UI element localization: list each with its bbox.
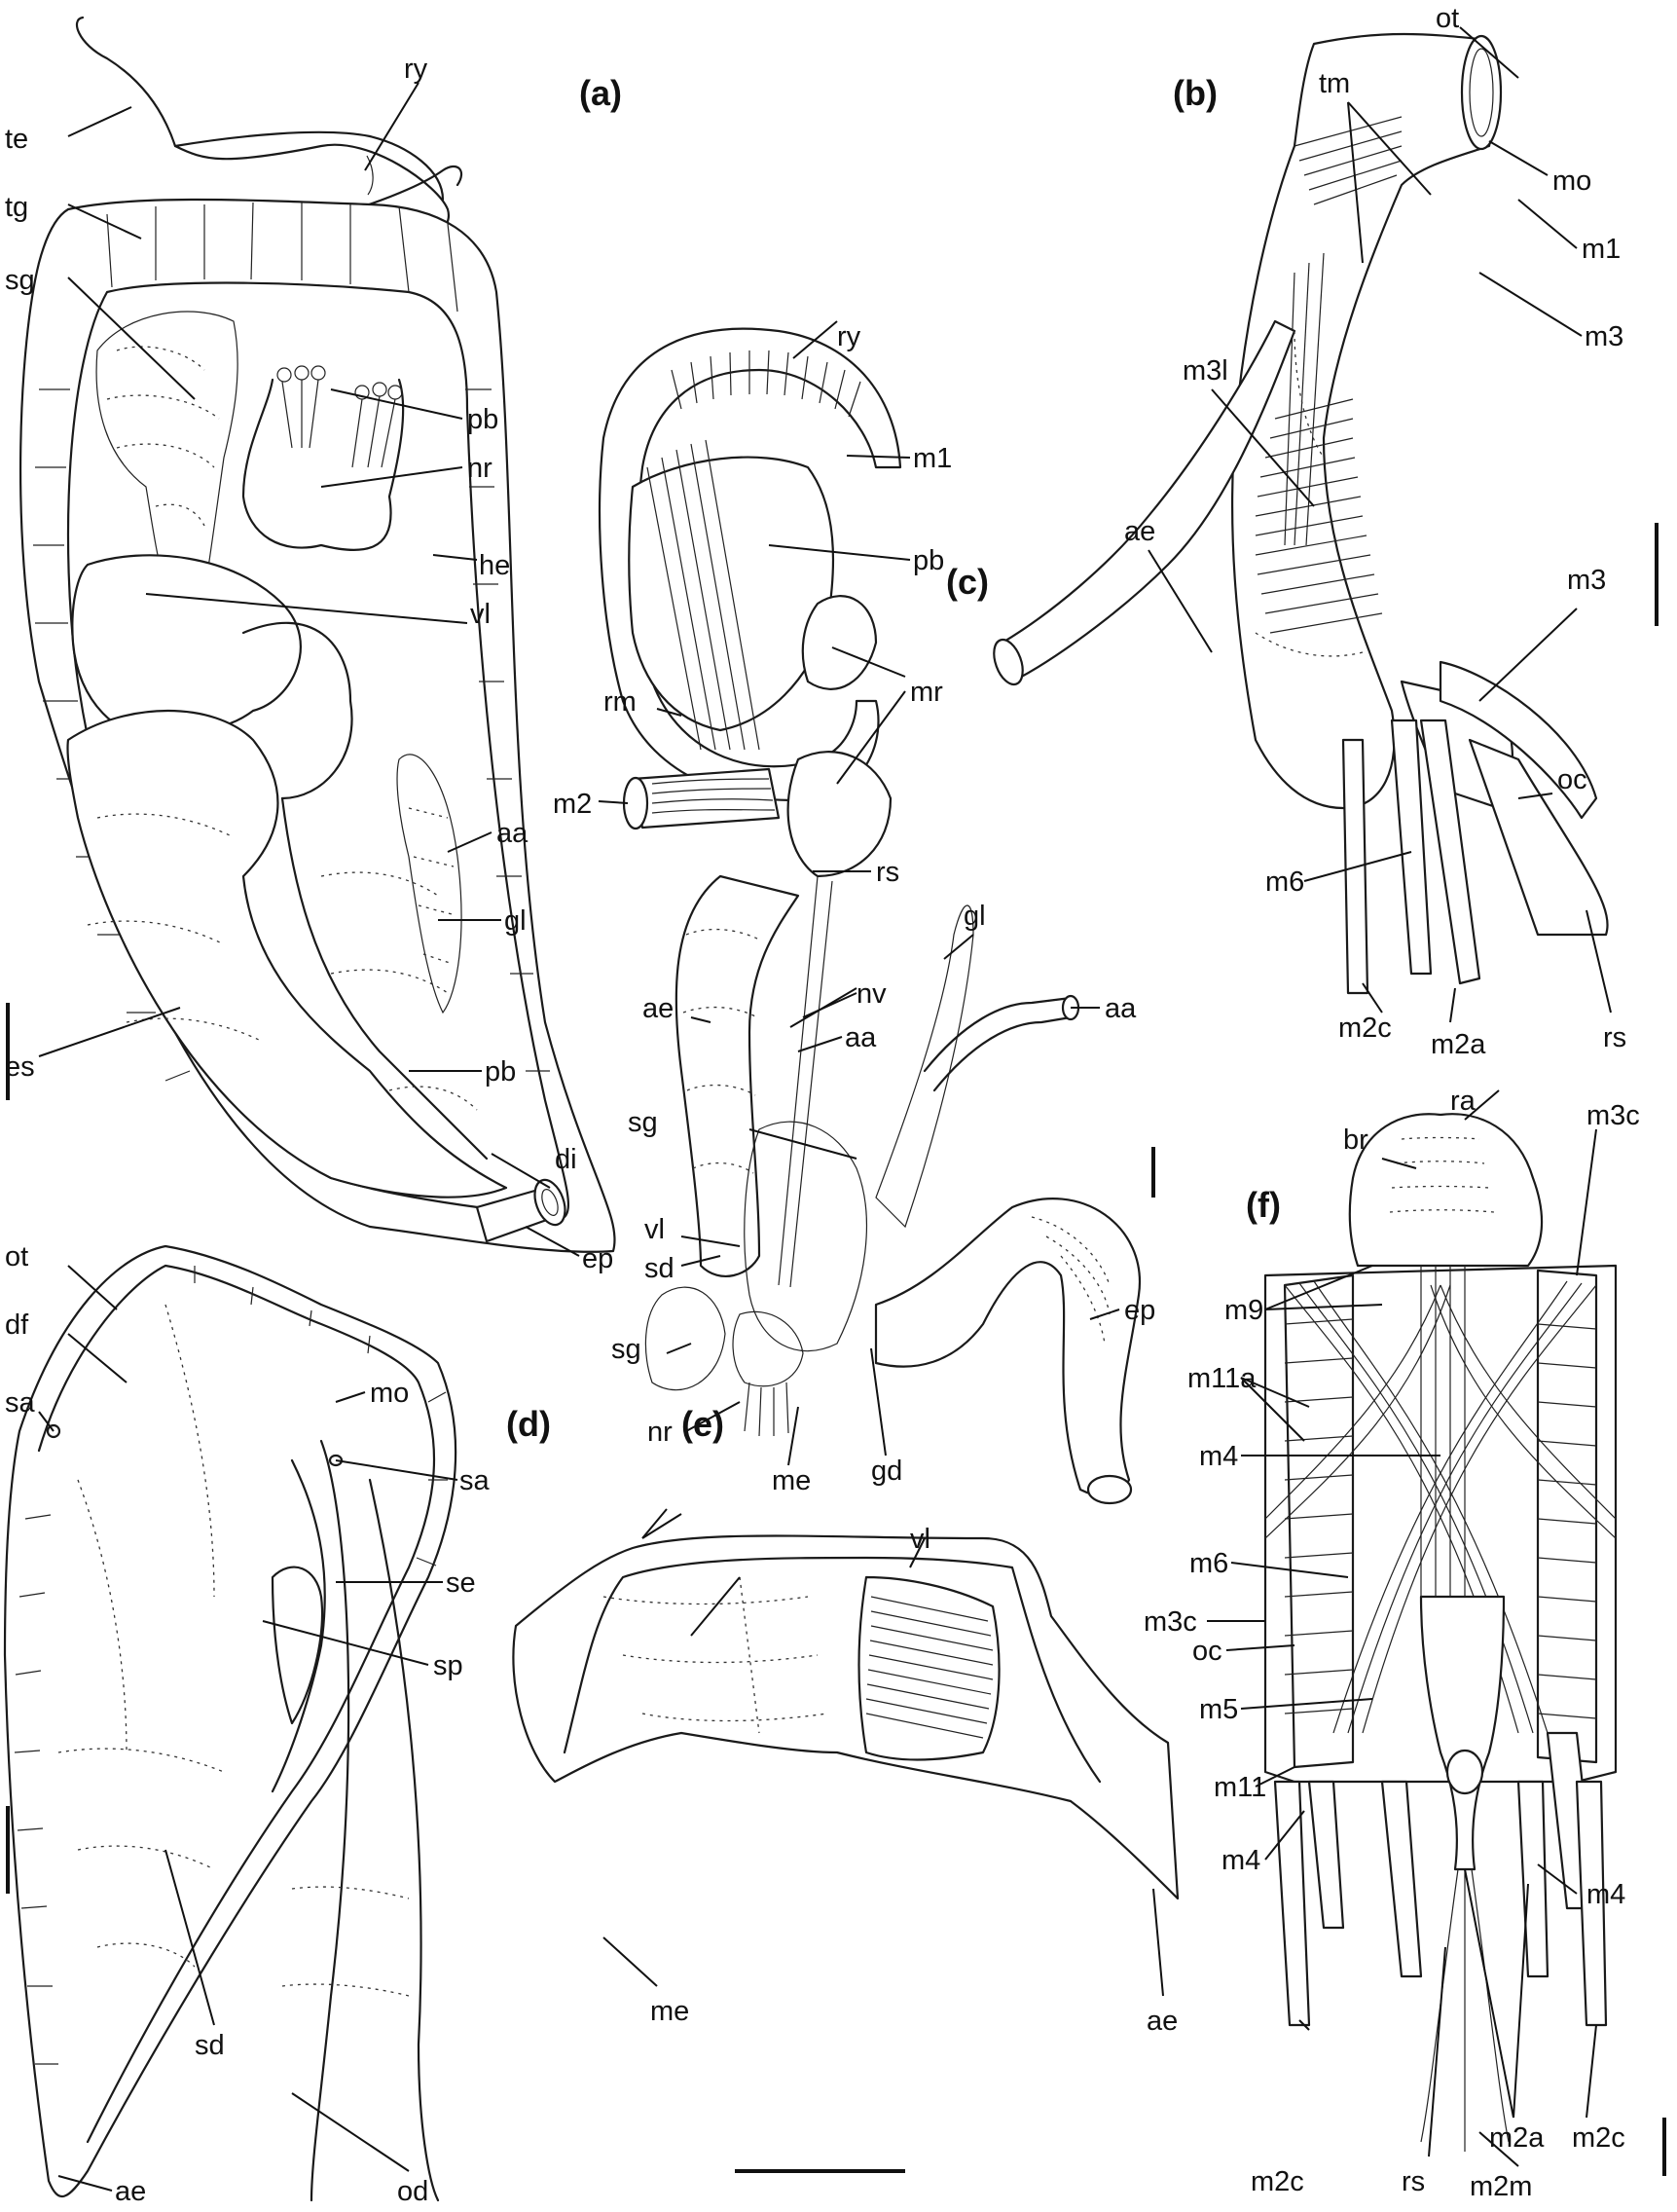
label-a-es: es — [5, 1051, 35, 1083]
label-e-vl: vl — [910, 1524, 930, 1555]
label-a-te: te — [5, 124, 29, 155]
label-b-ae: ae — [1124, 516, 1156, 547]
label-d-od: od — [397, 2176, 429, 2207]
panel-label-e: (e) — [681, 1404, 724, 1444]
label-a-vl: vl — [470, 599, 491, 630]
label-f-m9: m9 — [1224, 1295, 1264, 1326]
label-b-ot: ot — [1436, 3, 1460, 34]
label-f-m2c2: m2c — [1572, 2122, 1625, 2154]
label-d-ae: ae — [115, 2176, 147, 2207]
label-f-m4c: m4 — [1586, 1879, 1626, 1910]
label-c-ep: ep — [1124, 1295, 1156, 1326]
label-d-ot: ot — [5, 1241, 29, 1272]
label-c-ae: ae — [642, 993, 674, 1024]
label-b-mo: mo — [1552, 166, 1592, 197]
label-f-m2c: m2c — [1251, 2166, 1304, 2197]
label-f-rs: rs — [1402, 2166, 1426, 2197]
label-f-m2m: m2m — [1470, 2171, 1533, 2202]
label-a-aa: aa — [496, 818, 529, 849]
panel-label-b: (b) — [1173, 73, 1218, 113]
label-f-m3c2: m3c — [1144, 1606, 1197, 1638]
label-c-rm: rm — [603, 686, 637, 718]
label-b-rs: rs — [1603, 1022, 1627, 1053]
label-f-m2a: m2a — [1489, 2122, 1545, 2154]
label-c-aa2: aa — [845, 1022, 877, 1053]
label-f-m6: m6 — [1189, 1548, 1229, 1579]
label-b-m3b: m3 — [1567, 565, 1607, 596]
label-b-m6: m6 — [1265, 866, 1305, 898]
label-f-m3c: m3c — [1586, 1100, 1640, 1131]
label-a-ry: ry — [404, 54, 428, 85]
panel-label-a: (a) — [579, 73, 622, 113]
label-c-gd: gd — [871, 1456, 903, 1487]
label-c-nv: nv — [857, 978, 887, 1010]
label-f-m11: m11 — [1214, 1772, 1267, 1803]
label-d-mo: mo — [370, 1378, 410, 1409]
label-a-pb: pb — [467, 404, 499, 435]
label-a-he: he — [479, 550, 511, 581]
label-f-m4: m4 — [1199, 1441, 1239, 1472]
label-a-gl: gl — [504, 905, 527, 937]
label-c-aa: aa — [1105, 993, 1137, 1024]
label-b-m3: m3 — [1585, 321, 1624, 352]
label-c-sg: sg — [628, 1107, 658, 1138]
label-c-sd: sd — [644, 1253, 674, 1284]
label-c-m1: m1 — [913, 443, 953, 474]
label-c-m2: m2 — [553, 789, 593, 820]
label-c-vl: vl — [644, 1214, 665, 1245]
label-c-me: me — [772, 1465, 812, 1496]
label-e-ae: ae — [1147, 2006, 1179, 2037]
label-f-m11a: m11a — [1187, 1363, 1257, 1394]
label-a-ep: ep — [582, 1243, 614, 1274]
label-f-ra: ra — [1450, 1086, 1476, 1117]
label-f-br: br — [1343, 1124, 1368, 1156]
panel-label-d: (d) — [506, 1404, 551, 1444]
label-a-di: di — [555, 1144, 577, 1175]
panel-label-c: (c) — [946, 562, 989, 602]
label-c-gl: gl — [964, 901, 986, 932]
label-d-se: se — [446, 1567, 476, 1599]
panel-label-f: (f) — [1246, 1185, 1281, 1225]
label-b-oc: oc — [1557, 764, 1587, 795]
label-c-nr: nr — [647, 1417, 673, 1448]
label-c-pb: pb — [913, 545, 945, 576]
label-b-m2c: m2c — [1338, 1013, 1392, 1044]
label-a-nr: nr — [467, 453, 492, 484]
label-d-sp: sp — [433, 1650, 463, 1681]
label-f-m4b: m4 — [1221, 1845, 1261, 1876]
label-a-tg: tg — [5, 192, 29, 223]
label-a-sg: sg — [5, 265, 35, 296]
label-b-m1: m1 — [1582, 234, 1622, 265]
label-f-oc: oc — [1192, 1636, 1222, 1667]
label-e-me: me — [650, 1996, 690, 2027]
label-b-tm: tm — [1319, 68, 1351, 99]
label-d-sa: sa — [5, 1387, 35, 1419]
label-b-m3l: m3l — [1183, 355, 1228, 387]
label-d-sa2: sa — [459, 1465, 490, 1496]
label-f-m5: m5 — [1199, 1694, 1239, 1725]
label-b-m2a: m2a — [1431, 1029, 1486, 1060]
label-c-mr: mr — [910, 677, 943, 708]
label-c-sg2: sg — [611, 1334, 641, 1365]
label-d-sd: sd — [195, 2030, 225, 2061]
label-d-df: df — [5, 1309, 29, 1341]
label-c-ry: ry — [837, 321, 861, 352]
label-c-rs: rs — [876, 857, 900, 888]
label-a-pb2: pb — [485, 1056, 517, 1088]
